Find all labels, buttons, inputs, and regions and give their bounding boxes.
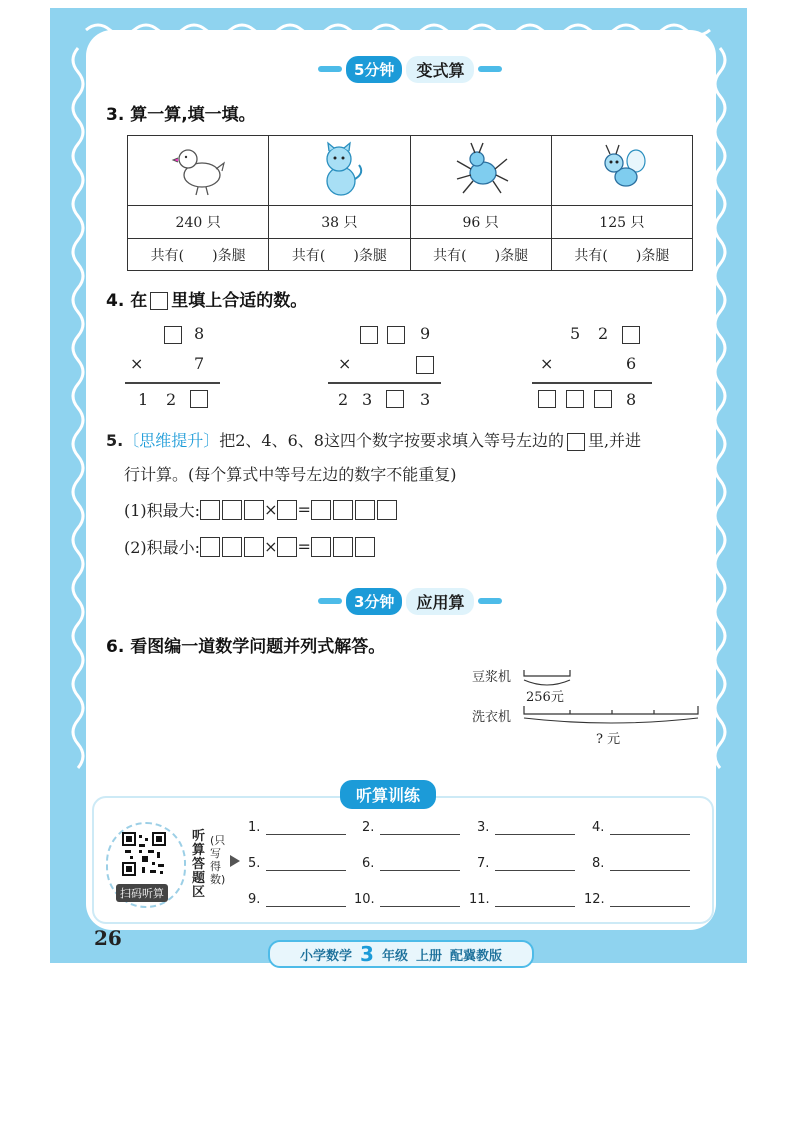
footer-grade: 3: [360, 942, 374, 966]
q5p1-box3[interactable]: [244, 500, 264, 520]
p3-line: [532, 382, 652, 384]
q5p2-eq: =: [297, 537, 311, 556]
q4-title-prefix: 4. 在: [106, 291, 148, 311]
q5p2-box4[interactable]: [277, 537, 297, 557]
answer-9-label: 9.: [248, 892, 261, 907]
answer-4-blank[interactable]: [610, 834, 690, 835]
p3-r4: 8: [626, 390, 637, 409]
section-title-2: 应用算: [406, 588, 474, 615]
q5p1-eq: =: [297, 500, 311, 519]
answer-2-blank[interactable]: [380, 834, 460, 835]
footer-edition: 配冀教版: [449, 948, 502, 964]
chick-count: 240 只: [128, 206, 269, 239]
answer-3-blank[interactable]: [495, 834, 575, 835]
chick-icon: [168, 139, 228, 199]
q5-part2: [124, 535, 375, 558]
answer-8-blank[interactable]: [610, 870, 690, 871]
q5p1-box7[interactable]: [355, 500, 375, 520]
q5p2-times: ×: [264, 537, 278, 556]
bee-count: 125 只: [551, 206, 692, 239]
q5p1-box1[interactable]: [200, 500, 220, 520]
q5p1-box6[interactable]: [333, 500, 353, 520]
washer-price: ? 元: [596, 732, 621, 747]
qr-code-icon[interactable]: [122, 832, 166, 876]
q5p2-box5[interactable]: [311, 537, 331, 557]
p1-r1: 1: [138, 390, 149, 409]
chick-legs-blank[interactable]: 共有( )条腿: [128, 239, 269, 271]
p2-box-top2[interactable]: [387, 326, 405, 344]
cat-legs-blank[interactable]: 共有( )条腿: [269, 239, 410, 271]
p2-top-digit: 9: [420, 324, 431, 343]
section-title: 变式算: [406, 56, 474, 83]
q5p1-box5[interactable]: [311, 500, 331, 520]
q5p2-box1[interactable]: [200, 537, 220, 557]
q5-part1: [124, 498, 397, 521]
p2-r1: 2: [338, 390, 349, 409]
answer-5-blank[interactable]: [266, 870, 346, 871]
answer-11-label: 11.: [469, 892, 490, 907]
answer-10-label: 10.: [354, 892, 375, 907]
answer-4-label: 4.: [592, 820, 605, 835]
qr-caption: 扫码听算: [116, 884, 168, 902]
q5p2-box3[interactable]: [244, 537, 264, 557]
p3-box-top[interactable]: [622, 326, 640, 344]
answer-9-blank[interactable]: [266, 906, 346, 907]
q5p1-box4[interactable]: [277, 500, 297, 520]
q4-title-suffix: 里填上合适的数。: [171, 291, 308, 311]
cat-icon: [309, 139, 369, 199]
answer-5-label: 5.: [248, 856, 261, 871]
spider-count: 96 只: [410, 206, 551, 239]
cat-count: 38 只: [269, 206, 410, 239]
animals-table: [127, 135, 693, 271]
p2-times: ×: [338, 354, 352, 373]
q5-part2-label: (2)积最小:: [124, 538, 201, 557]
question-5-line1: [106, 428, 641, 451]
answer-6-label: 6.: [362, 856, 375, 871]
chick-cell: [128, 136, 269, 206]
answer-10-blank[interactable]: [380, 906, 460, 907]
p3-box-r1[interactable]: [538, 390, 556, 408]
q5p2-box6[interactable]: [333, 537, 353, 557]
section-time-badge-2: 3分钟: [346, 588, 402, 615]
answer-1-label: 1.: [248, 820, 261, 835]
answer-7-label: 7.: [477, 856, 490, 871]
p1-line: [125, 382, 220, 384]
footer-grade-unit: 年级: [381, 948, 408, 964]
answer-7-blank[interactable]: [495, 870, 575, 871]
p1-box-top[interactable]: [164, 326, 182, 344]
p3-times: ×: [540, 354, 554, 373]
p2-box-result[interactable]: [386, 390, 404, 408]
footer-volume: 上册: [415, 948, 442, 964]
answer-area-note: (只写得数): [210, 834, 226, 886]
question-4-title: [106, 286, 307, 311]
section-header-variant: [318, 56, 502, 82]
spider-legs-blank[interactable]: 共有( )条腿: [410, 239, 551, 271]
q5-sample-box: [567, 433, 585, 451]
p1-multiplier: 7: [194, 354, 205, 373]
page-number: 26: [94, 926, 122, 950]
p3-t1: 5: [570, 324, 581, 343]
answer-11-blank[interactable]: [495, 906, 575, 907]
p3-box-r2[interactable]: [566, 390, 584, 408]
p2-box-top1[interactable]: [360, 326, 378, 344]
p2-line: [328, 382, 441, 384]
soymilk-label: 豆浆机: [472, 670, 512, 685]
p2-box-mul[interactable]: [416, 356, 434, 374]
section-time-badge: 5分钟: [346, 56, 402, 83]
p3-multiplier: 6: [626, 354, 637, 373]
p1-box-result[interactable]: [190, 390, 208, 408]
section-header-application: [318, 588, 502, 614]
p1-top-digit: 8: [194, 324, 205, 343]
answer-12-blank[interactable]: [610, 906, 690, 907]
question-3-title: 3. 算一算,填一填。: [106, 105, 256, 125]
bee-cell: [551, 136, 692, 206]
answer-12-label: 12.: [584, 892, 605, 907]
q5-tag: 〔思维提升〕: [123, 431, 220, 450]
q5p2-box7[interactable]: [355, 537, 375, 557]
arrow-right-icon: [230, 855, 240, 867]
p1-r2: 2: [166, 390, 177, 409]
answer-6-blank[interactable]: [380, 870, 460, 871]
p2-r2: 3: [362, 390, 373, 409]
q5-number: 5.: [106, 431, 124, 450]
soymilk-price: 256元: [526, 690, 564, 705]
bee-icon: [592, 139, 652, 199]
q5-text-a: 把2、4、6、8这四个数字按要求填入等号左边的: [219, 431, 564, 450]
washer-label: 洗衣机: [472, 710, 512, 725]
p3-t2: 2: [598, 324, 609, 343]
p2-r4: 3: [420, 390, 431, 409]
p3-box-r3[interactable]: [594, 390, 612, 408]
answer-area-label: 听算答题区: [192, 829, 206, 900]
q5-text-b: 里,并进: [587, 431, 642, 450]
q5p1-box8[interactable]: [377, 500, 397, 520]
book-info-badge: [268, 940, 534, 968]
answer-3-label: 3.: [477, 820, 490, 835]
spider-icon: [451, 139, 511, 199]
question-6-title: 6. 看图编一道数学问题并列式解答。: [106, 637, 386, 657]
answer-1-blank[interactable]: [266, 834, 346, 835]
footer-subject: 小学数学: [300, 948, 353, 964]
sample-box: [150, 292, 168, 310]
question-5-line2: 行计算。(每个算式中等号左边的数字不能重复): [124, 465, 457, 484]
q5p1-box2[interactable]: [222, 500, 242, 520]
spider-cell: [410, 136, 551, 206]
answer-2-label: 2.: [362, 820, 375, 835]
q5p1-times: ×: [264, 500, 278, 519]
answer-8-label: 8.: [592, 856, 605, 871]
bee-legs-blank[interactable]: 共有( )条腿: [551, 239, 692, 271]
q5p2-box2[interactable]: [222, 537, 242, 557]
p1-times: ×: [130, 354, 144, 373]
listening-title: 听算训练: [340, 780, 436, 809]
cat-cell: [269, 136, 410, 206]
q5-part1-label: (1)积最大:: [124, 501, 201, 520]
